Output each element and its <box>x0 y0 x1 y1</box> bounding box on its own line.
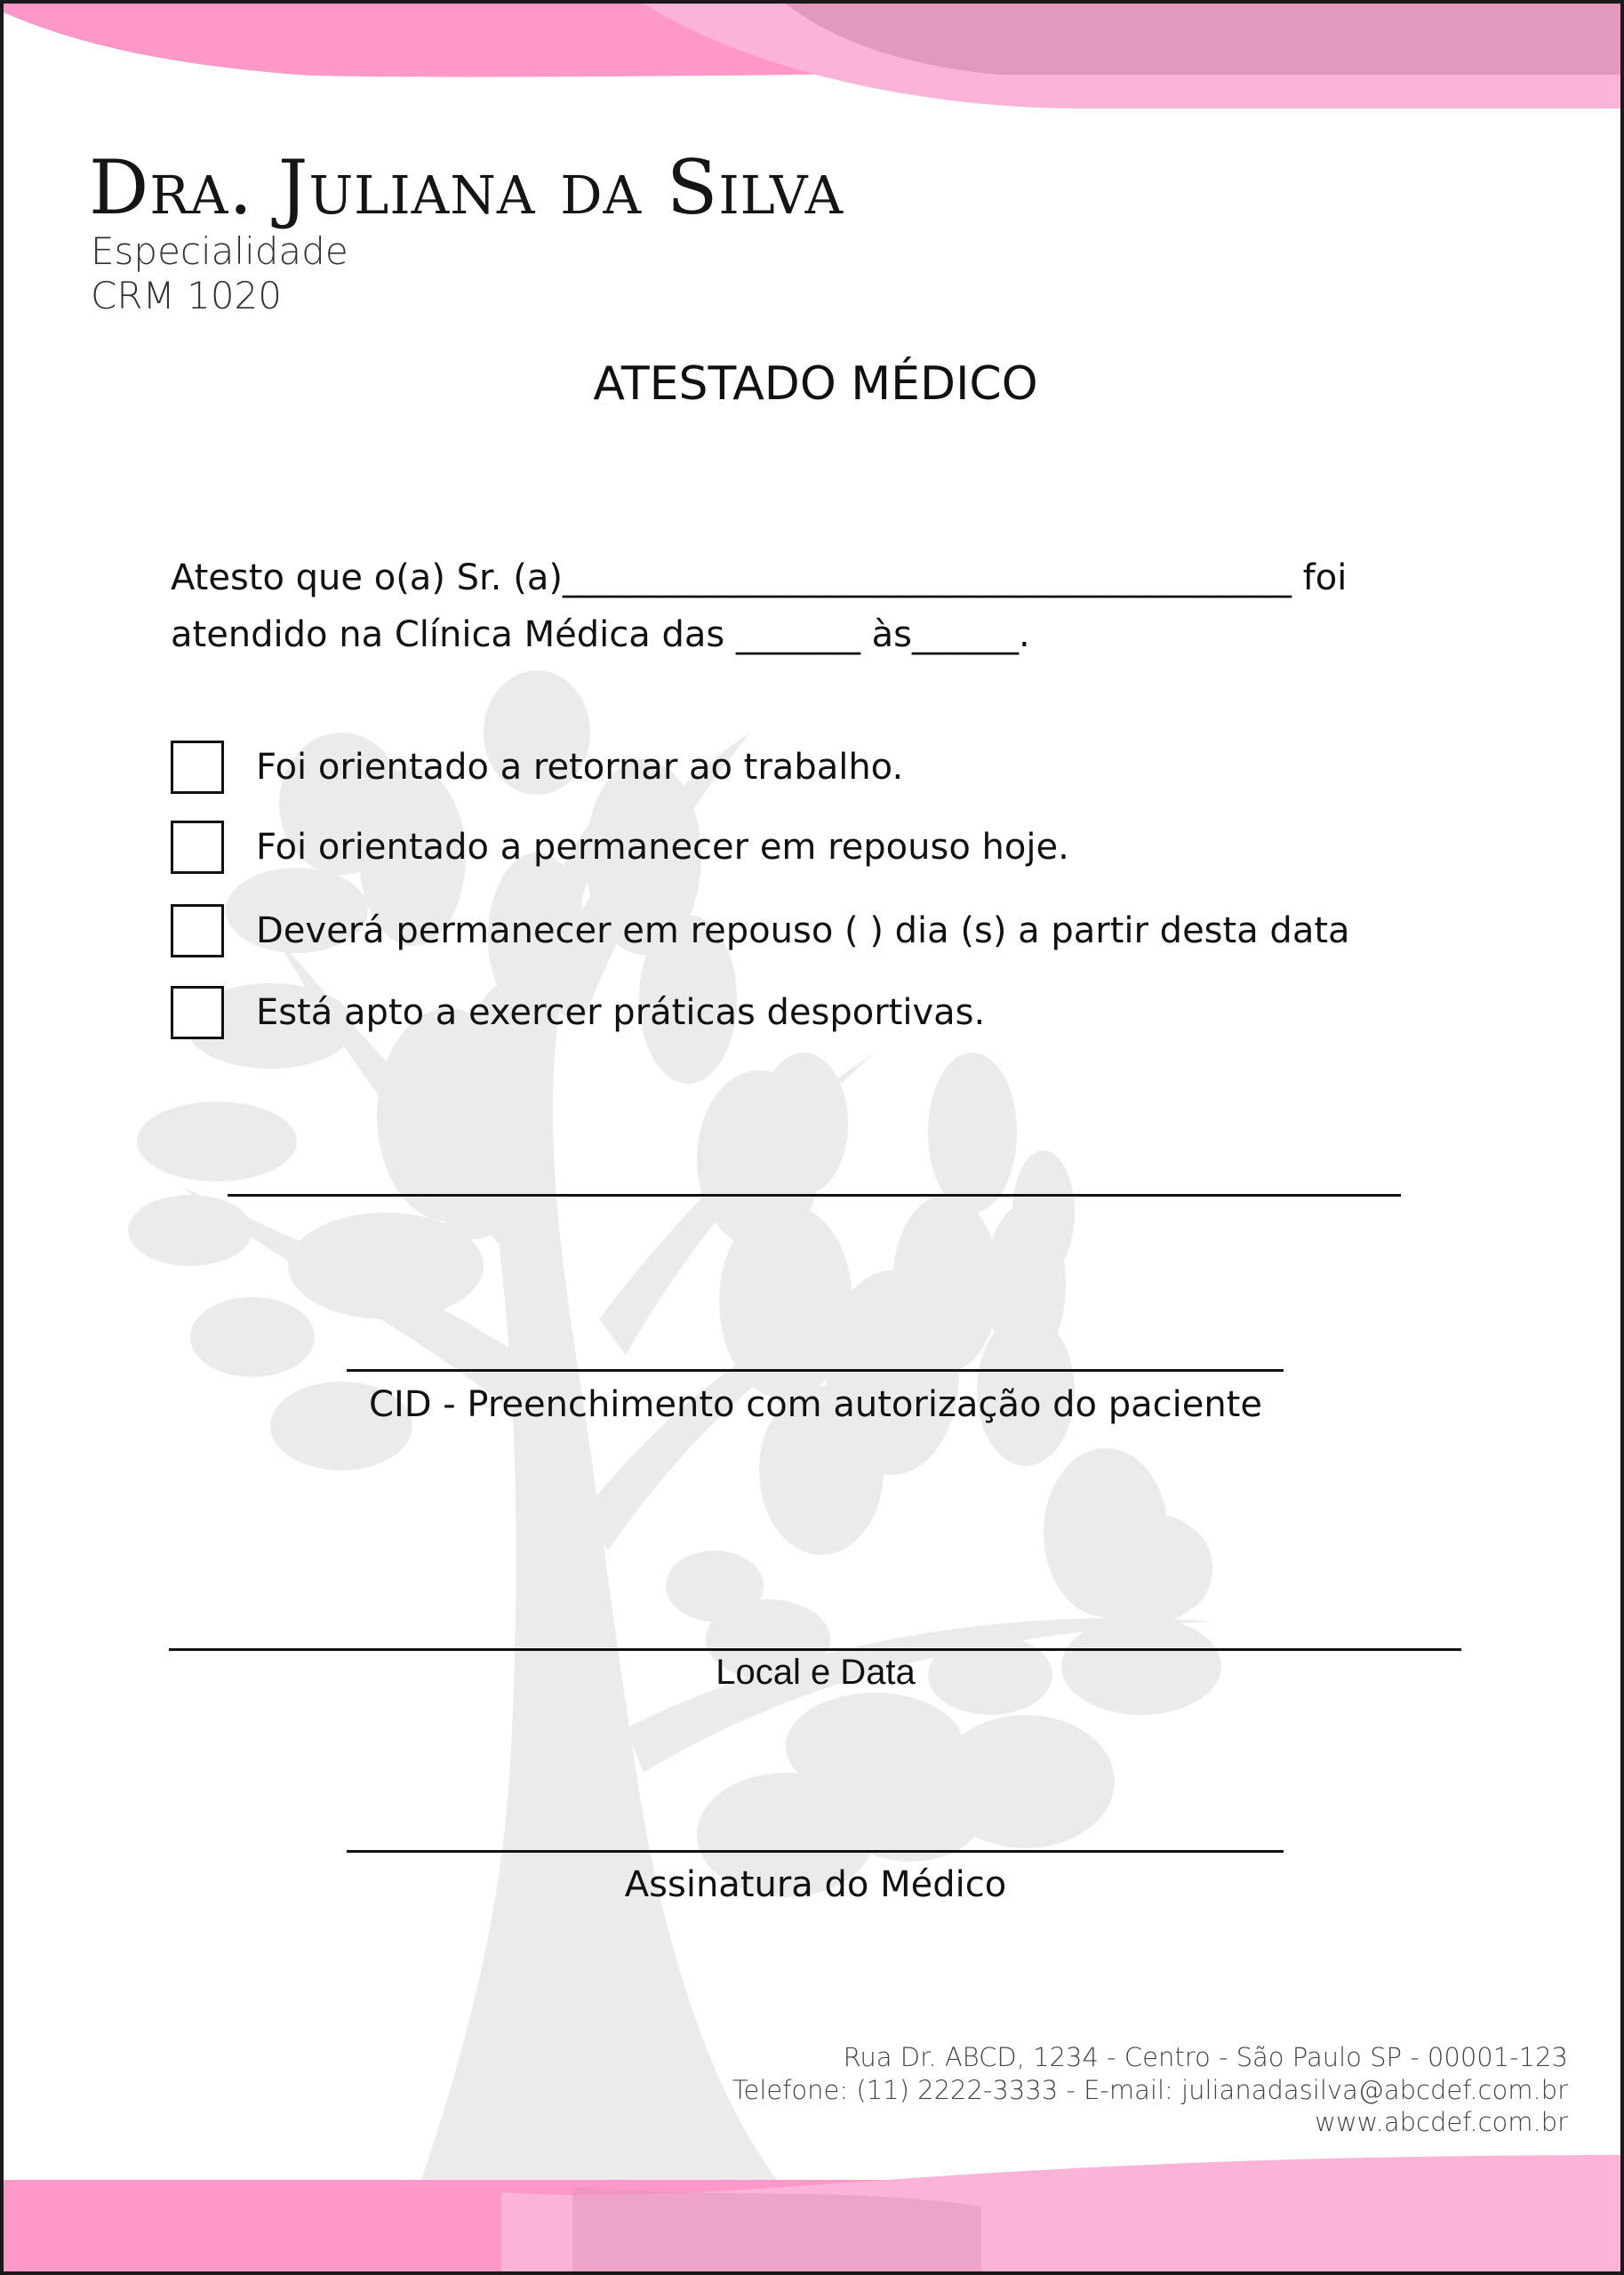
blank-line[interactable] <box>228 1194 1401 1197</box>
checkbox-sports-fit[interactable] <box>171 986 224 1039</box>
header-wave-decoration <box>4 4 1624 108</box>
doctor-crm: CRM 1020 <box>91 274 282 317</box>
checkbox-rest-days[interactable] <box>171 904 224 957</box>
footer-wave-decoration <box>4 2155 1624 2275</box>
footer-website: www.abcdef.com.br <box>1315 2107 1568 2137</box>
signature-caption: Assinatura do Médico <box>624 1864 1007 1905</box>
document-title: ATESTADO MÉDICO <box>593 357 1038 411</box>
signature-field-line[interactable] <box>347 1850 1284 1853</box>
doctor-name: Dra. Juliana da Silva <box>89 144 844 231</box>
option-label: Está apto a exercer práticas desportivas. <box>256 992 986 1033</box>
option-row-sports-fit <box>171 985 985 1040</box>
option-label: Foi orientado a permanecer em repouso hoje. <box>256 827 1069 868</box>
cid-caption: CID - Preenchimento com autorização do paciente <box>369 1384 1262 1425</box>
attestation-paragraph <box>171 549 1477 663</box>
option-row-rest-days <box>171 903 1350 958</box>
local-date-caption: Local e Data <box>716 1653 916 1692</box>
option-row-return-to-work <box>171 740 903 795</box>
attestation-line-1: Atesto que o(a) Sr. (a)_________________________________________ foi <box>171 557 1348 598</box>
footer-address: Rua Dr. ABCD, 1234 - Centro - São Paulo SP - 00001-123 <box>843 2042 1568 2072</box>
checkbox-rest-today[interactable] <box>171 821 224 874</box>
option-row-rest-today <box>171 820 1069 875</box>
tree-watermark <box>128 670 1221 2180</box>
cid-field-line[interactable] <box>347 1369 1284 1372</box>
option-label: Deverá permanecer em repouso ( ) dia (s) a partir desta data <box>256 910 1350 951</box>
attestation-line-2: atendido na Clínica Médica das _______ às______. <box>171 614 1030 655</box>
footer-contact: Telefone: (11) 2222-3333 - E-mail: julianadasilva@abcdef.com.br <box>732 2075 1568 2105</box>
checkbox-return-to-work[interactable] <box>171 741 224 794</box>
background-decoration <box>4 4 1624 2275</box>
local-date-field-line[interactable] <box>169 1648 1461 1651</box>
option-label: Foi orientado a retornar ao trabalho. <box>256 747 904 788</box>
doctor-specialty: Especialidade <box>91 229 348 273</box>
